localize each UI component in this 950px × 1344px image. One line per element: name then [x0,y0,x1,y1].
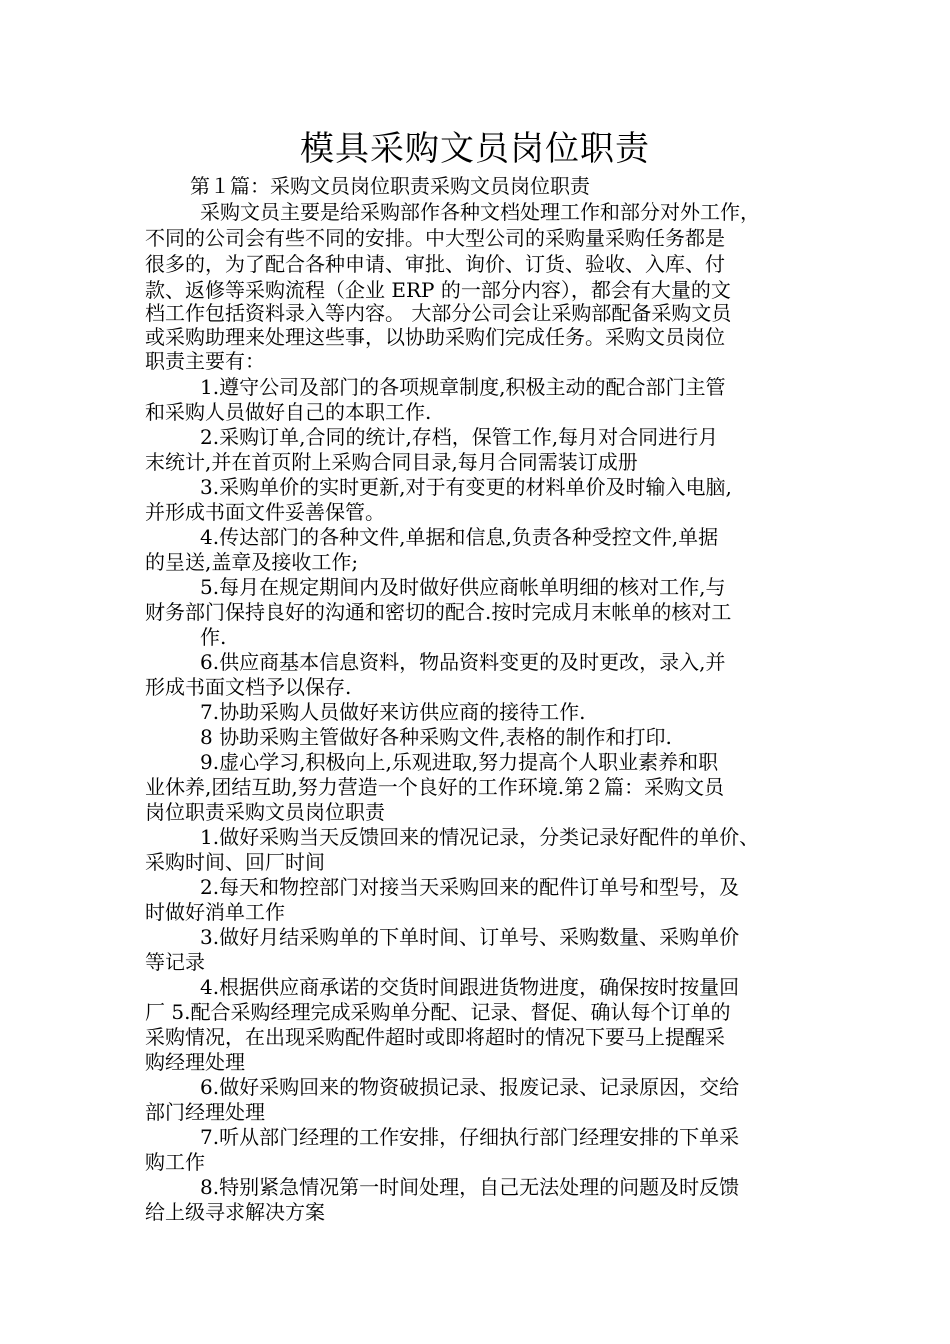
text-line: 和采购人员做好自己的本职工作. [145,400,432,424]
text-line: 等记录 [145,950,205,974]
text-line: 购经理处理 [145,1050,245,1074]
text-line: 业休养,团结互助,努力营造一个良好的工作环境.第２篇：采购文员 [145,775,725,799]
text-line: 给上级寻求解决方案 [145,1200,325,1224]
text-line: 5.每月在规定期间内及时做好供应商帐单明细的核对工作,与 [200,575,726,599]
text-line: 8.特别紧急情况第一时间处理，自己无法处理的问题及时反馈 [200,1175,740,1199]
document-title: 模具采购文员岗位职责 [300,129,650,169]
text-line: 7.听从部门经理的工作安排，仔细执行部门经理安排的下单采 [200,1125,740,1149]
text-line: 6.做好采购回来的物资破损记录、报废记录、记录原因，交给 [200,1075,740,1099]
text-line: 不同的公司会有些不同的安排。中大型公司的采购量采购任务都是 [145,226,725,250]
text-line: 购工作 [145,1150,205,1174]
text-line: 第１篇：采购文员岗位职责采购文员岗位职责 [190,174,590,198]
text-line: 采购情况，在出现采购配件超时或即将超时的情况下要马上提醒采 [145,1025,725,1049]
text-line: 厂 5.配合采购经理完成采购单分配、记录、督促、确认每个订单的 [145,1000,731,1024]
text-line: 2.采购订单,合同的统计,存档，保管工作,每月对合同进行月 [200,425,719,449]
text-line: 形成书面文档予以保存. [145,675,352,699]
text-line: 1.做好采购当天反馈回来的情况记录，分类记录好配件的单价、 [200,825,760,849]
text-line: 的呈送,盖章及接收工作; [145,550,359,574]
text-line: 时做好消单工作 [145,900,285,924]
text-line: 档工作包括资料录入等内容。 大部分公司会让采购部配备采购文员 [145,301,732,325]
text-line: 很多的，为了配合各种申请、审批、询价、订货、验收、入库、付 [145,252,725,276]
text-line: 7.协助采购人员做好来访供应商的接待工作. [200,700,586,724]
text-line: 作. [200,625,227,649]
text-line: 末统计,并在首页附上采购合同目录,每月合同需装订成册 [145,450,638,474]
text-line: 1.遵守公司及部门的各项规章制度,积极主动的配合部门主管 [200,375,726,399]
text-line: 6.供应商基本信息资料，物品资料变更的及时更改，录入,并 [200,650,726,674]
text-line: 采购时间、回厂时间 [145,850,325,874]
text-line: 财务部门保持良好的沟通和密切的配合.按时完成月末帐单的核对工 [145,600,732,624]
text-line: 9.虚心学习,积极向上,乐观进取,努力提高个人职业素养和职 [200,750,719,774]
text-line: 4.根据供应商承诺的交货时间跟进货物进度，确保按时按量回 [200,975,740,999]
text-line: 并形成书面文件妥善保管。 [145,500,385,524]
text-line: 职责主要有： [145,349,265,373]
text-line: 3.做好月结采购单的下单时间、订单号、采购数量、采购单价 [200,925,740,949]
text-line: 岗位职责采购文员岗位职责 [145,800,385,824]
text-line: 采购文员主要是给采购部作各种文档处理工作和部分对外工作， [200,200,760,224]
text-line: 3.采购单价的实时更新,对于有变更的材料单价及时输入电脑, [200,475,732,499]
text-line: 或采购助理来处理这些事，以协助采购们完成任务。采购文员岗位 [145,325,725,349]
text-line: 2.每天和物控部门对接当天采购回来的配件订单号和型号，及 [200,875,740,899]
text-line: 部门经理处理 [145,1100,265,1124]
text-line: 8 协助采购主管做好各种采购文件,表格的制作和打印. [200,725,672,749]
text-line: 款、返修等采购流程（企业 ERP 的一部分内容），都会有大量的文 [145,278,731,302]
text-line: 4.传达部门的各种文件,单据和信息,负责各种受控文件,单据 [200,525,719,549]
